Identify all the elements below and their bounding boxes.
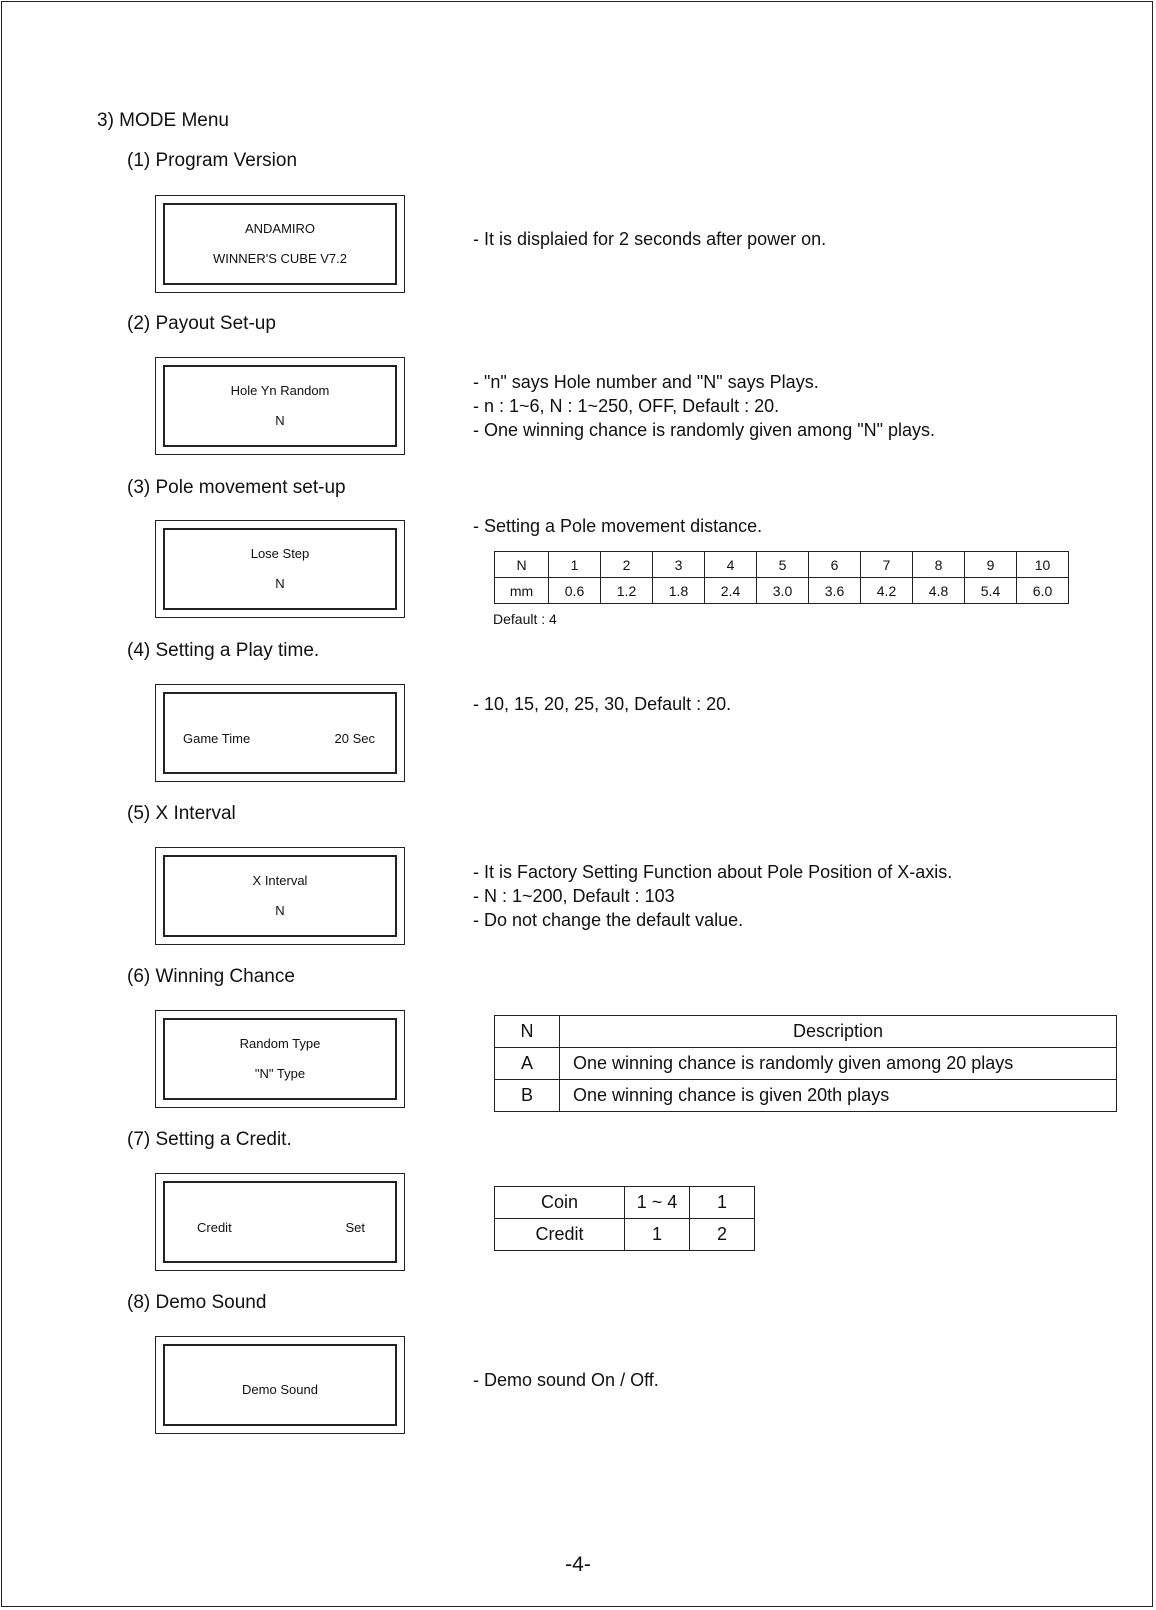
lcd-payout-setup [155,357,405,455]
table-cell: 7 [861,552,913,578]
table-cell: 4 [705,552,757,578]
table-row [495,1048,1117,1080]
lcd-screen [163,528,397,610]
table-header-cell: Description [560,1016,1117,1048]
main-title: 3) MODE Menu [97,110,229,131]
table-cell: 3 [653,552,705,578]
lcd-line-1: Lose Step [250,546,310,561]
table-cell: B [495,1080,560,1112]
desc-line: - n : 1~6, N : 1~250, OFF, Default : 20. [473,396,780,416]
lcd-screen [163,1181,397,1263]
section-title-play-time: (4) Setting a Play time. [127,640,320,661]
table-cell: 8 [913,552,965,578]
table-cell: 1.2 [601,578,653,604]
table-cell: 1 [690,1187,755,1219]
table-cell: 5 [757,552,809,578]
lcd-label: Game Time [183,731,251,746]
table-header-row [495,1016,1117,1048]
lcd-line-1: ANDAMIRO [244,221,316,236]
table-row [495,1080,1117,1112]
desc-line: - Setting a Pole movement distance. [473,516,763,536]
desc-line: - One winning chance is randomly given among "N" plays. [473,420,936,440]
lcd-x-interval [155,847,405,945]
lcd-screen [163,203,397,285]
lcd-screen [163,1344,397,1426]
table-row [495,1219,755,1251]
table-cell: 6 [809,552,861,578]
table-cell: mm [495,578,549,604]
lcd-credit [155,1173,405,1271]
page-number: -4- [565,1553,591,1576]
table-cell: 1 ~ 4 [625,1187,690,1219]
lcd-line-2: N [275,903,285,918]
section-title-demo-sound: (8) Demo Sound [127,1292,267,1313]
lcd-pole-movement [155,520,405,618]
table-cell: 6.0 [1017,578,1069,604]
desc-program-version [473,227,826,251]
table-cell: One winning chance is randomly given among 20 plays [560,1048,1117,1080]
table-cell: One winning chance is given 20th plays [560,1080,1117,1112]
lcd-value: Set [345,1220,365,1235]
desc-play-time [473,692,731,716]
lcd-screen [163,365,397,447]
lcd-screen [163,855,397,937]
lcd-line-2: "N" Type [254,1066,306,1081]
pole-default-note: Default : 4 [493,611,557,627]
winning-chance-table [494,1015,1117,1112]
desc-line: - "n" says Hole number and "N" says Plays. [473,372,819,392]
lcd-line-1: Demo Sound [242,1382,318,1397]
pole-distance-table [494,551,1069,604]
lcd-play-time [155,684,405,782]
desc-line: - Demo sound On / Off. [473,1370,659,1390]
table-cell: 0.6 [549,578,601,604]
desc-line: - 10, 15, 20, 25, 30, Default : 20. [473,694,732,714]
table-cell: 2 [601,552,653,578]
desc-pole-movement [473,514,762,538]
table-cell: 4.2 [861,578,913,604]
table-cell: A [495,1048,560,1080]
desc-line: - It is Factory Setting Function about Pole Position of X-axis. [473,862,953,882]
table-cell: 3.0 [757,578,809,604]
lcd-line-1: Hole Yn Random [230,383,330,398]
table-cell: 10 [1017,552,1069,578]
lcd-screen [163,1018,397,1100]
table-cell: 9 [965,552,1017,578]
section-title-x-interval: (5) X Interval [127,803,236,824]
table-cell: 1 [549,552,601,578]
table-cell: N [495,552,549,578]
table-cell: 2.4 [705,578,757,604]
desc-demo-sound [473,1368,659,1392]
desc-line: - N : 1~200, Default : 103 [473,886,675,906]
table-cell: Credit [495,1219,625,1251]
table-cell: 3.6 [809,578,861,604]
table-cell: Coin [495,1187,625,1219]
desc-line: - It is displaied for 2 seconds after power on. [473,229,827,249]
table-row [495,552,1069,578]
table-cell: 4.8 [913,578,965,604]
section-title-payout-setup: (2) Payout Set-up [127,313,276,334]
table-cell: 1 [625,1219,690,1251]
lcd-line-2: WINNER'S CUBE V7.2 [213,251,347,266]
lcd-label: Credit [197,1220,232,1235]
desc-x-interval [473,860,952,932]
credit-table [494,1186,755,1251]
desc-line: - Do not change the default value. [473,910,744,930]
section-title-program-version: (1) Program Version [127,150,298,171]
lcd-line-1: Random Type [239,1036,321,1051]
table-cell: 5.4 [965,578,1017,604]
section-title-pole-movement: (3) Pole movement set-up [127,477,346,498]
table-row [495,578,1069,604]
lcd-winning-chance [155,1010,405,1108]
lcd-demo-sound [155,1336,405,1434]
table-cell: 2 [690,1219,755,1251]
lcd-screen [163,692,397,774]
lcd-program-version [155,195,405,293]
table-header-cell: N [495,1016,560,1048]
table-row [495,1187,755,1219]
section-title-winning-chance: (6) Winning Chance [127,966,295,987]
desc-payout-setup [473,370,935,442]
lcd-line-1: X Interval [252,873,308,888]
section-title-credit: (7) Setting a Credit. [127,1129,292,1150]
lcd-line-2: N [275,413,285,428]
table-cell: 1.8 [653,578,705,604]
lcd-value: 20 Sec [334,731,375,746]
lcd-line-2: N [275,576,285,591]
